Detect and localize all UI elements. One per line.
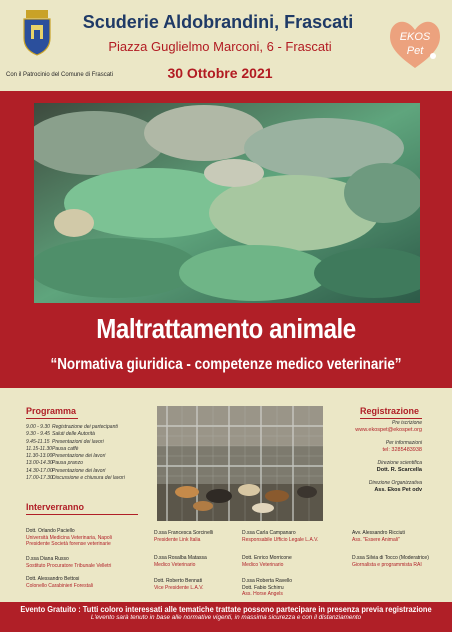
time: 14.30-17.00 (26, 467, 53, 474)
interverranno-underline (26, 514, 138, 515)
dir-org-value: Ass. Ekos Pet odv (374, 487, 422, 493)
logo-top-text: EKOS (399, 31, 431, 43)
iscrizione-label: Pre iscrizione (391, 420, 422, 426)
time: 9.30 - 9.45 (26, 431, 50, 438)
list-item (26, 439, 156, 446)
registrazione-block (330, 420, 422, 494)
venue-title: Scuderie Aldobrandini, Frascati (82, 12, 354, 32)
speaker-name: D.ssa Rosalba Matassa (154, 555, 207, 561)
dir-sci-label: Direzione scientifica (377, 460, 422, 466)
speaker-name: Dott. Orlando Paciello (26, 528, 75, 534)
speaker-name: D.ssa Silvia di Tocco (Moderatrice) (352, 555, 429, 561)
speaker (26, 576, 93, 589)
speaker-name: Avv. Alessandro Ricciuti (352, 530, 405, 536)
programma-heading: Programma (26, 406, 77, 416)
speaker-role: Medico Veterinario (154, 561, 196, 568)
speaker (154, 530, 213, 543)
speaker-role: Ass. "Essere Animali" (352, 536, 400, 543)
speaker-role: Colonello Carabinieri Forestali (26, 582, 93, 589)
list-item (26, 475, 156, 482)
footer-banner (0, 602, 452, 632)
time: 17.00-17.30 (26, 475, 53, 482)
pigs-photo (34, 103, 420, 303)
venue-address: Piazza Guglielmo Marconi, 6 - Frascati (108, 39, 332, 54)
list-item (26, 460, 156, 467)
list-item (26, 468, 156, 475)
time: 11.15-11.30 (26, 445, 52, 452)
time: 9.00 - 9.30 (26, 424, 50, 430)
footer-line-2: L'evento sarà tenuto in base alle normative vigenti, in massima sicurezza e con il distanziamento (90, 614, 362, 621)
item: Saluti delle Autorità (52, 431, 95, 438)
speaker-name: Dott. Enrico Morricone (242, 555, 292, 561)
speaker (26, 556, 111, 569)
speaker (242, 578, 292, 598)
speaker-name: D.ssa Francesca Sorcinelli (154, 530, 214, 536)
registrazione-heading: Registrazione (360, 406, 420, 416)
info-label: Per informazioni (385, 440, 422, 446)
programma-list (26, 424, 156, 482)
speaker (26, 528, 112, 548)
iscrizione-link[interactable]: www.ekospet@ekospet.org (355, 427, 422, 433)
registrazione-underline (360, 418, 422, 419)
speaker-name: Dott. Roberto Bennati (154, 578, 203, 584)
interverranno-heading: Interverranno (26, 502, 85, 512)
footer-line-1: Evento Gratuito : Tutti coloro interessati alle tematiche trattate possono partecipare in presenza previa registrazione (20, 605, 432, 614)
speaker-name: D.ssa Carla Campanaro (242, 530, 296, 536)
item: Registrazione dei partecipanti (52, 424, 118, 430)
time: 13.00-14.30 (26, 460, 53, 467)
logo-bottom-text: Pet (406, 45, 424, 57)
speaker-name: D.ssa Roberta Ravello (242, 578, 293, 584)
list-item (26, 446, 156, 453)
speaker-role: Presidente Società forense veterinarie (26, 541, 111, 547)
patronage-text: Con il Patrocinio del Comune di Frascati (6, 72, 114, 78)
ekos-pet-logo (385, 16, 445, 72)
time: 9.45-11.15 (26, 438, 50, 445)
speaker-role: Presidente Link Italia (154, 536, 201, 543)
speaker-role: Responsabile Ufficio Legale L.A.V. (242, 536, 319, 543)
speaker-name: Dott. Fabio Schirru (242, 584, 284, 591)
speaker (242, 530, 318, 543)
speaker (242, 555, 292, 568)
event-title: Maltrattamento animale (96, 313, 356, 344)
item: Pausa caffè (52, 445, 79, 452)
speaker-role: Vice Presidente L.A.V. (154, 584, 204, 591)
speaker-name: D.ssa Diana Russo (26, 556, 69, 562)
speaker-name: Dott. Alessandro Bettosi (26, 576, 80, 582)
time: 11.30-13.00 (26, 453, 53, 460)
speaker-role: Sostituto Procuratore Tribunale Velletri (26, 562, 112, 569)
list-item (26, 431, 156, 438)
list-item (26, 453, 156, 460)
info-phone[interactable]: tel: 3285483938 (382, 447, 422, 453)
speaker-role: Università Medicina Veterinaria, Napoli (26, 534, 112, 541)
speaker (352, 530, 405, 543)
item: Presentazione dei lavori (52, 467, 106, 474)
speaker-role: Giornalista e programmista RAI (352, 561, 422, 568)
speaker (352, 555, 429, 568)
dir-org-label: Direzione Organizzativa (368, 480, 422, 486)
frascati-crest-icon (22, 10, 52, 56)
speaker (154, 555, 207, 568)
item: Presentazioni dei lavori (52, 438, 104, 445)
dir-sci-value: Dott. R. Scarcella (376, 467, 422, 473)
dogs-photo (157, 406, 323, 521)
speaker-role: Medico Veterinario (242, 561, 284, 568)
speaker (154, 578, 203, 591)
programma-underline (26, 418, 78, 419)
list-item (26, 424, 156, 431)
item: Pausa pranzo (52, 460, 83, 467)
item: Presentazione dei lavori (52, 453, 106, 460)
event-date: 30 Ottobre 2021 (167, 65, 273, 81)
item: Discussione e chiusura dei lavori (52, 475, 125, 482)
speaker-role: Ass. Horse Angels (242, 591, 283, 597)
event-subtitle: “Normativa giuridica - competenze medico veterinarie” (50, 356, 402, 373)
